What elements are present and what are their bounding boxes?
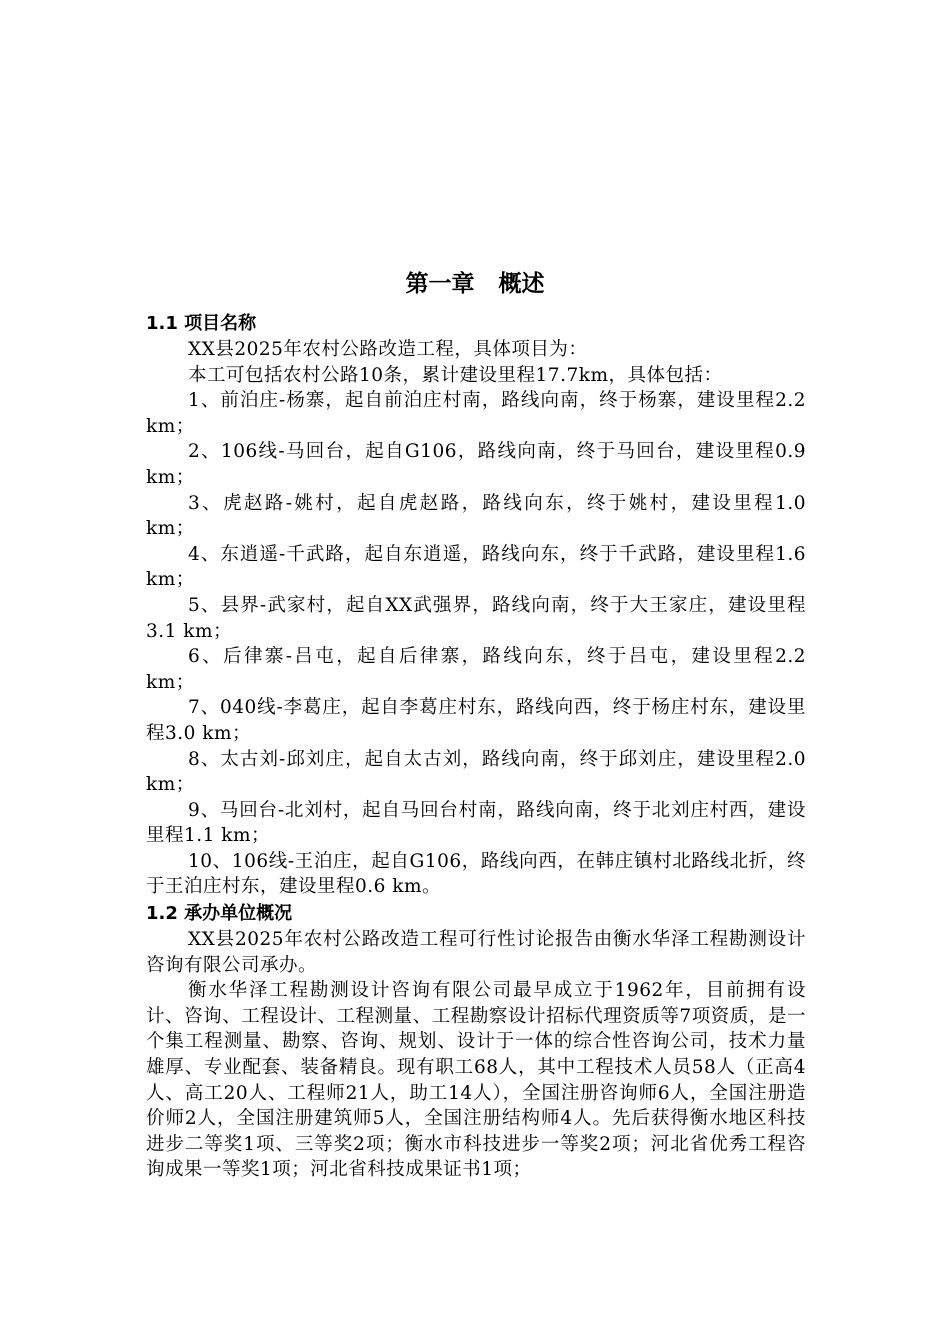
list-item: 7、040线-李葛庄，起自李葛庄村东，路线向西，终于杨庄村东，建设里程3.0 km； [146, 697, 806, 744]
list-item: 10、106线-王泊庄，起自G106，路线向西，在韩庄镇村北路线北折，终于王泊庄村东，建设里程0.6 km。 [146, 850, 806, 898]
paragraph: XX县2025年农村公路改造工程可行性讨论报告由衡水华泽工程勘测设计咨询有限公司承办。 [146, 929, 806, 976]
chapter-title: 第一章 概述 [405, 271, 545, 297]
paragraph: 本工可包括农村公路10条，累计建设里程17.7km，具体包括： [188, 364, 723, 386]
paragraph: 衡水华泽工程勘测设计咨询有限公司最早成立于1962年，目前拥有设计、咨询、工程设计、工程测量、工程勘察设计招标代理资质等7项资质，是一个集工程测量、勘察、咨询、规划、设计于一体的综合性咨询公司，技术力量雄厚、专业配套、装备精良。现有职工68人，其中工程技术人员58人（正高4人、高工20人、工程师21人，助工14人），全国注册咨询师6人，全国注册造价师2人，全国注册建筑师5人，全国注册结构师4人。先后获得衡水地区科技进步二等奖1项、三等奖2项；衡水市科技进步一等奖2项；河北省优秀工程咨询成果一等奖1项；河北省科技成果证书1项； [146, 980, 806, 1181]
paragraph: XX县2025年农村公路改造工程，具体项目为： [188, 339, 588, 360]
list-item: 6、后律寨-吕屯，起自后律寨，路线向东，终于吕屯，建设里程2.2 km； [146, 646, 806, 693]
section-heading-project-name: 1.1 项目名称 [146, 313, 257, 334]
list-item: 2、106线-马回台，起自G106，路线向南，终于马回台，建设里程0.9 km； [146, 441, 806, 488]
list-item: 5、县界-武家村，起自XX武强界，路线向南，终于大王家庄，建设里程3.1 km； [146, 594, 806, 642]
list-item: 1、前泊庄-杨寨，起自前泊庄村南，路线向南，终于杨寨，建设里程2.2 km； [146, 390, 806, 437]
list-item: 4、东逍遥-千武路，起自东逍遥，路线向东，终于千武路，建设里程1.6 km； [146, 543, 806, 591]
list-item: 8、太古刘-邱刘庄，起自太古刘，路线向南，终于邱刘庄，建设里程2.0 km； [146, 748, 806, 796]
list-item: 3、虎赵路-姚村，起自虎赵路，路线向东，终于姚村，建设里程1.0 km； [146, 492, 806, 540]
document-body [146, 310, 806, 1183]
section-heading-organizer: 1.2 承办单位概况 [146, 903, 293, 925]
list-item: 9、马回台-北刘村，起自马回台村南，路线向南，终于北刘庄村西，建设里程1.1 km； [146, 799, 806, 847]
